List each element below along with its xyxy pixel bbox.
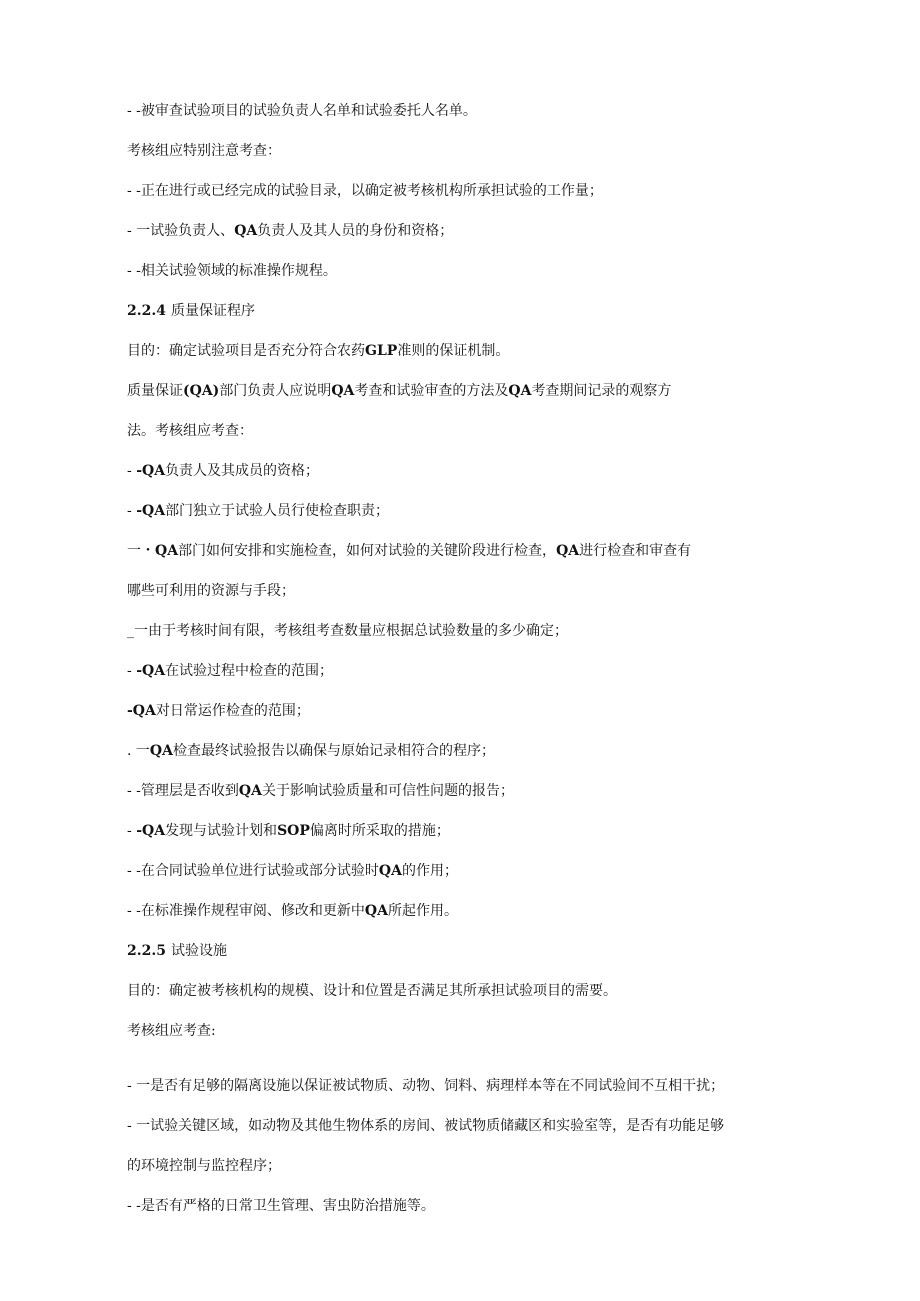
text-line: - -被审查试验项目的试验负责人名单和试验委托人名单。 <box>127 103 477 119</box>
text-line: - -正在进行或已经完成的试验目录，以确定被考核机构所承担试验的工作量； <box>127 183 603 199</box>
text-line: - -QA在试验过程中检查的范围； <box>127 663 334 679</box>
text-line: - 一是否有足够的隔离设施以保证被试物质、动物、饲料、病理样本等在不同试验间不互相干扰； <box>127 1078 725 1094</box>
text-line: - -管理层是否收到QA关于影响试验质量和可信性问题的报告； <box>127 783 514 799</box>
text-line: - -在标准操作规程审阅、修改和更新中QA所起作用。 <box>127 903 458 919</box>
text-line: 考核组应特别注意考查： <box>127 143 281 159</box>
text-line: 目的：确定试验项目是否充分符合农药GLP准则的保证机制。 <box>127 343 510 359</box>
text-line: - -QA部门独立于试验人员行使检查职责； <box>127 503 390 519</box>
text-line: . 一QA检查最终试验报告以确保与原始记录相符合的程序； <box>127 743 495 759</box>
text-line: - -相关试验领域的标准操作规程。 <box>127 263 337 279</box>
text-line: 哪些可利用的资源与手段； <box>127 583 295 599</box>
text-line: 一・QA部门如何安排和实施检查，如何对试验的关键阶段进行检查，QA进行检查和审查有 <box>127 543 692 559</box>
text-line: 目的：确定被考核机构的规模、设计和位置是否满足其所承担试验项目的需要。 <box>127 983 617 999</box>
text-line: - 一试验关键区域，如动物及其他生物体系的房间、被试物质储藏区和实验室等，是否有功能足够 <box>127 1118 725 1134</box>
text-line: - -是否有严格的日常卫生管理、害虫防治措施等。 <box>127 1198 435 1214</box>
section-title: 质量保证程序 <box>171 303 255 319</box>
section-number: 2.2.5 <box>127 943 166 959</box>
text-line: 法。考核组应考查： <box>127 423 253 439</box>
text-line: 的环境控制与监控程序； <box>127 1158 281 1174</box>
text-line: _一由于考核时间有限，考核组考查数量应根据总试验数量的多少确定； <box>127 623 568 639</box>
section-heading-2-2-5 <box>127 941 227 961</box>
text-line: - -QA负责人及其成员的资格； <box>127 463 320 479</box>
text-line: -QA对日常运作检查的范围； <box>127 703 310 719</box>
text-line: - -QA发现与试验计划和SOP偏离时所采取的措施； <box>127 823 450 839</box>
text-line: 考核组应考查: <box>127 1023 216 1039</box>
section-heading-2-2-4 <box>127 301 255 321</box>
section-number: 2.2.4 <box>127 303 166 319</box>
text-line: - -在合同试验单位进行试验或部分试验时QA的作用； <box>127 863 458 879</box>
section-title: 试验设施 <box>171 943 227 959</box>
text-line: - 一试验负责人、QA负责人及其人员的身份和资格； <box>127 223 454 239</box>
text-line: 质量保证(QA)部门负责人应说明QA考查和试验审查的方法及QA考查期间记录的观察方 <box>127 383 672 399</box>
